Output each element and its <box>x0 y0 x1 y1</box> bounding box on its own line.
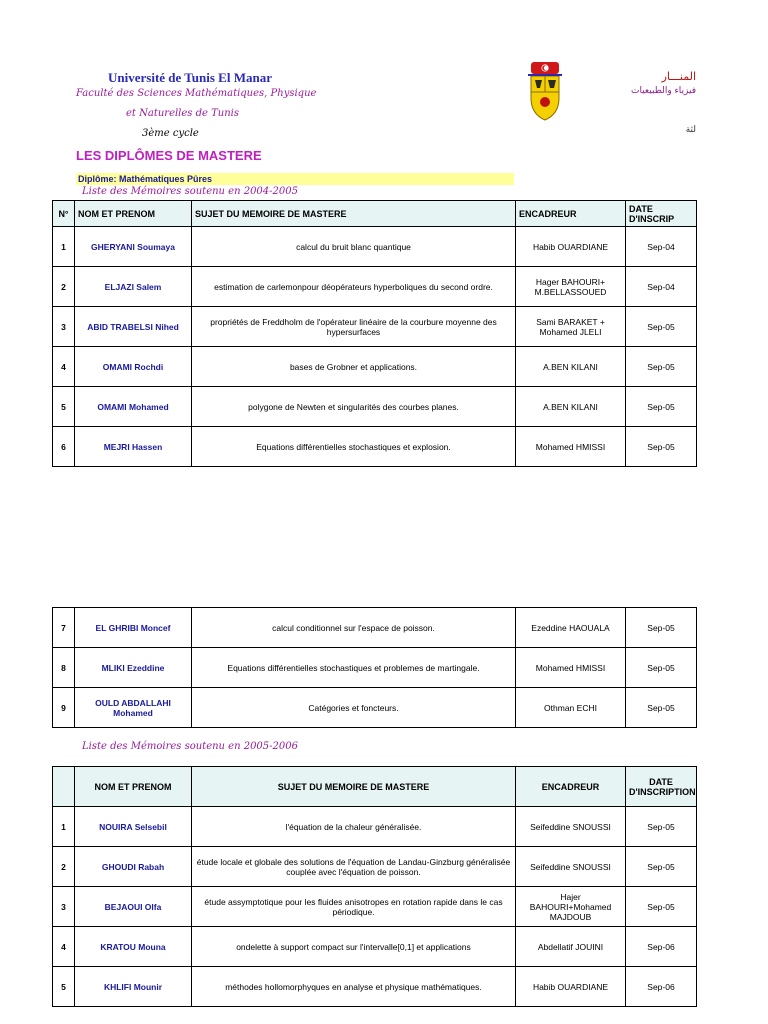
arabic-cycle-label: لثة <box>685 125 696 135</box>
diploma-label: Diplôme: Mathématiques Pûres <box>78 174 213 184</box>
row-date: Sep-06 <box>626 927 697 967</box>
row-num: 2 <box>53 847 75 887</box>
row-num: 3 <box>53 887 75 927</box>
row-num: 5 <box>53 967 75 1007</box>
row-date: Sep-04 <box>626 227 697 267</box>
row-date: Sep-06 <box>626 967 697 1007</box>
table-header-row <box>53 201 697 227</box>
table-row <box>53 648 697 688</box>
row-subject: Catégories et foncteurs. <box>192 688 516 728</box>
row-advisor: Habib OUARDIANE <box>516 967 626 1007</box>
header-num: N° <box>53 201 75 227</box>
row-name: ABID TRABELSI Nihed <box>75 307 192 347</box>
row-advisor: Mohamed HMISSI <box>516 427 626 467</box>
row-num: 4 <box>53 927 75 967</box>
table-header-row <box>53 767 697 807</box>
row-date: Sep-05 <box>626 887 697 927</box>
row-subject: estimation de carlemonpour déopérateurs hyperboliques du second ordre. <box>192 267 516 307</box>
row-date: Sep-05 <box>626 847 697 887</box>
row-name: MLIKI Ezeddine <box>75 648 192 688</box>
row-advisor: Hager BAHOURI+ M.BELLASSOUED <box>516 267 626 307</box>
row-subject: étude assymptotique pour les fluides anisotropes en rotation rapide dans le cas périodique. <box>192 887 516 927</box>
header-date: DATE D'INSCRIP <box>626 201 697 227</box>
row-name: OMAMI Mohamed <box>75 387 192 427</box>
row-advisor: Othman ECHI <box>516 688 626 728</box>
row-advisor: Habib OUARDIANE <box>516 227 626 267</box>
theses-table-2004-2005 <box>52 200 697 467</box>
row-num: 4 <box>53 347 75 387</box>
row-date: Sep-05 <box>626 347 697 387</box>
row-advisor: A.BEN KILANI <box>516 387 626 427</box>
row-date: Sep-05 <box>626 387 697 427</box>
header-name: NOM ET PRENOM <box>75 201 192 227</box>
period-label-2004-2005: Liste des Mémoires soutenu en 2004-2005 <box>82 186 298 197</box>
row-subject: étude locale et globale des solutions de l'équation de Landau-Ginzburg généralisée couplée avec l'équation de poisson. <box>192 847 516 887</box>
row-date: Sep-05 <box>626 608 697 648</box>
table-row <box>53 347 697 387</box>
row-name: OMAMI Rochdi <box>75 347 192 387</box>
table-row <box>53 887 697 927</box>
row-num: 1 <box>53 807 75 847</box>
row-name: KHLIFI Mounir <box>75 967 192 1007</box>
row-name: OULD ABDALLAHI Mohamed <box>75 688 192 728</box>
table-row <box>53 688 697 728</box>
row-advisor: Sami BARAKET + Mohamed JLELI <box>516 307 626 347</box>
row-num: 2 <box>53 267 75 307</box>
table-row <box>53 387 697 427</box>
row-name: ELJAZI Salem <box>75 267 192 307</box>
table-row <box>53 267 697 307</box>
row-num: 7 <box>53 608 75 648</box>
table-row <box>53 847 697 887</box>
table-row <box>53 227 697 267</box>
row-num: 3 <box>53 307 75 347</box>
row-advisor: Abdellatif JOUINI <box>516 927 626 967</box>
row-subject: bases de Grobner et applications. <box>192 347 516 387</box>
row-name: BEJAOUI Olfa <box>75 887 192 927</box>
page-title: LES DIPLÔMES DE MASTERE <box>76 148 262 163</box>
table-row <box>53 967 697 1007</box>
row-num: 5 <box>53 387 75 427</box>
university-name: Université de Tunis El Manar <box>108 70 272 85</box>
header-num <box>53 767 75 807</box>
row-name: GHERYANI Soumaya <box>75 227 192 267</box>
cycle-label: 3ème cycle <box>142 128 199 139</box>
row-name: NOUIRA Selsebil <box>75 807 192 847</box>
arabic-university-name: المنـــار <box>661 70 696 83</box>
row-advisor: Seifeddine SNOUSSI <box>516 847 626 887</box>
period-label-2005-2006: Liste des Mémoires soutenu en 2005-2006 <box>82 741 298 752</box>
row-name: MEJRI Hassen <box>75 427 192 467</box>
row-subject: calcul conditionnel sur l'espace de poisson. <box>192 608 516 648</box>
row-name: GHOUDI Rabah <box>75 847 192 887</box>
row-advisor: Hajer BAHOURI+Mohamed MAJDOUB <box>516 887 626 927</box>
row-advisor: Mohamed HMISSI <box>516 648 626 688</box>
row-subject: calcul du bruit blanc quantique <box>192 227 516 267</box>
row-subject: polygone de Newten et singularités des courbes planes. <box>192 387 516 427</box>
row-advisor: A.BEN KILANI <box>516 347 626 387</box>
arabic-faculty-name: فيزياء والطبيعيات <box>631 86 696 96</box>
row-subject: l'équation de la chaleur généralisée. <box>192 807 516 847</box>
row-advisor: Seifeddine SNOUSSI <box>516 807 626 847</box>
row-subject: Equations différentielles stochastiques et problemes de martingale. <box>192 648 516 688</box>
row-subject: propriétés de Freddholm de l'opérateur linéaire de la courbure moyenne des hypersurfaces <box>192 307 516 347</box>
header-subject: SUJET DU MEMOIRE DE MASTERE <box>192 767 516 807</box>
row-num: 9 <box>53 688 75 728</box>
theses-table-2005-2006 <box>52 766 697 1007</box>
row-name: EL GHRIBI Moncef <box>75 608 192 648</box>
table-row <box>53 608 697 648</box>
tunisia-emblem-icon <box>528 62 562 122</box>
row-date: Sep-05 <box>626 307 697 347</box>
row-name: KRATOU Mouna <box>75 927 192 967</box>
faculty-line-2: et Naturelles de Tunis <box>126 108 239 119</box>
row-subject: ondelette à support compact sur l'intervalle[0,1] et applications <box>192 927 516 967</box>
row-date: Sep-05 <box>626 648 697 688</box>
row-subject: méthodes hollomorphyques en analyse et physique mathématiques. <box>192 967 516 1007</box>
row-date: Sep-05 <box>626 427 697 467</box>
row-date: Sep-04 <box>626 267 697 307</box>
table-row <box>53 927 697 967</box>
row-date: Sep-05 <box>626 807 697 847</box>
header-name: NOM ET PRENOM <box>75 767 192 807</box>
row-num: 1 <box>53 227 75 267</box>
row-date: Sep-05 <box>626 688 697 728</box>
theses-table-2004-2005-continued <box>52 607 697 728</box>
header-advisor: ENCADREUR <box>516 767 626 807</box>
table-row <box>53 307 697 347</box>
table-row <box>53 427 697 467</box>
header-advisor: ENCADREUR <box>516 201 626 227</box>
row-num: 6 <box>53 427 75 467</box>
header-subject: SUJET DU MEMOIRE DE MASTERE <box>192 201 516 227</box>
row-advisor: Ezeddine HAOUALA <box>516 608 626 648</box>
header-date: DATE D'INSCRIPTION <box>626 767 697 807</box>
faculty-line-1: Faculté des Sciences Mathématiques, Physique <box>76 88 317 99</box>
row-num: 8 <box>53 648 75 688</box>
table-row <box>53 807 697 847</box>
row-subject: Equations différentielles stochastiques et explosion. <box>192 427 516 467</box>
